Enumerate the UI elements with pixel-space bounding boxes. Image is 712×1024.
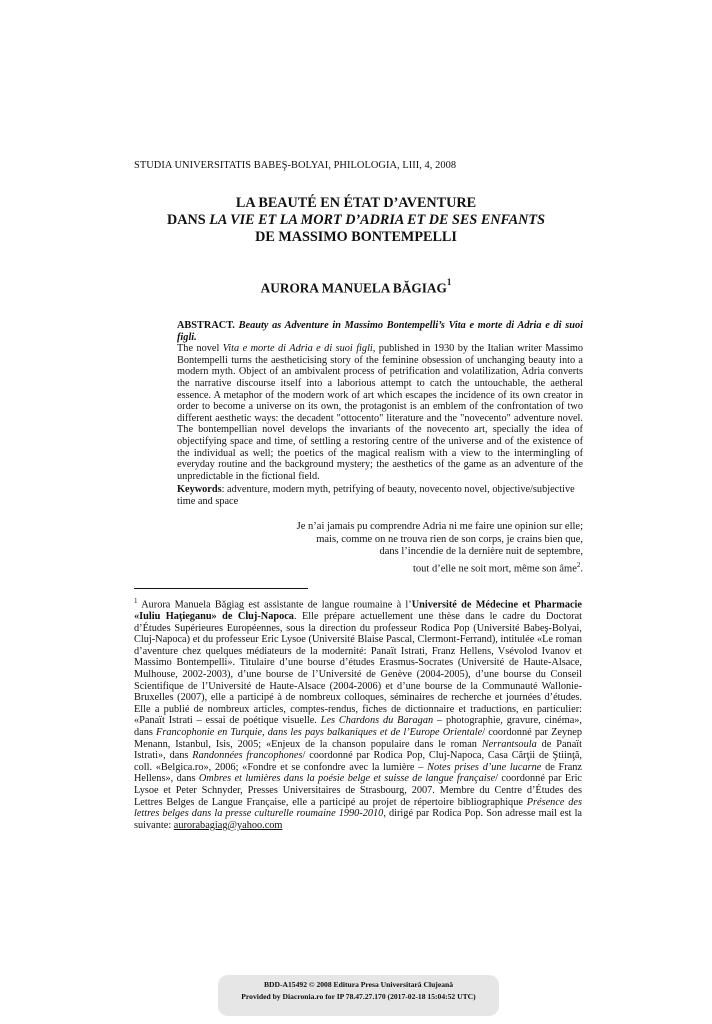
author-name xyxy=(0,279,712,296)
provenance-badge xyxy=(218,975,499,1016)
article-title-line-3: DE MASSIMO BONTEMPELLI xyxy=(255,229,457,245)
badge-line-2: Provided by Diacronia.ro for IP 78.47.27.170 (2017-02-18 15:04:52 UTC) xyxy=(241,992,476,1001)
epigraph-line-4 xyxy=(163,559,583,576)
epigraph-line-4-text: tout d’elle ne soit mort, même son âme xyxy=(412,563,577,575)
fn-italic: Notes prises d’une lucarne xyxy=(427,761,542,773)
abstract-label: ABSTRACT. xyxy=(177,320,235,331)
footnote-marker: 1 xyxy=(134,597,138,605)
fn-text: de Panaït Istrati», dans xyxy=(134,738,582,762)
epigraph-line-3: dans l’incendie de la dernière nuit de septembre, xyxy=(379,546,583,558)
fn-italic: Francophonie en Turquie, dans les pays balkaniques et de l’Europe Orientale xyxy=(156,726,483,738)
epigraph-footnote-marker[interactable]: 2 xyxy=(576,560,581,569)
article-title-line-2 xyxy=(0,212,712,229)
title-work-italic: LA VIE ET LA MORT D’ADRIA ET DE SES ENFANTS xyxy=(209,212,545,228)
epigraph xyxy=(163,521,583,576)
fn-italic: Les Chardons du Baragan xyxy=(320,715,434,727)
abstract-heading: Beauty as Adventure in Massimo Bontempelli’s Vita e morte di Adria e di suoi figli. xyxy=(177,320,583,343)
fn-text: / coordonné par Rodica Pop, Cluj-Napoca, Casa Cărţii de Ştiinţă, coll. «Belgica.ro», 2006; «Fondre et se confondre avec la lumière – xyxy=(134,750,583,773)
keywords-text: : adventure, modern myth, petrifying of beauty, novecento novel, objective/subjective time and space xyxy=(177,484,575,507)
fn-text: Aurora Manuela Băgiag est assistante de langue roumaine à l’ xyxy=(137,599,412,611)
title-prefix: DANS xyxy=(167,212,210,228)
abstract-text-b: published in 1930 by the Italian writer Massimo Bontempelli turns the aestheticising story of the feminine obsession of unchanging beauty into a modern myth. Object of an ambivalent process of petrification and volatilization, Adria converts the narrative discourse itself into a laborious attempt to catch the untouchable, the aetheral essence. A metaphor of the modern work of art which escapes the incidence of its own creator in order to become a universe on its own, the protagonist is an emblem of the confrontation of two different aesthetic ways: the decadent "ottocento" literature and the "novecento" adventure novel. The bontempellian novel develops the invariants of the novecento art, specially the idea of objectifying space and time, of settling a restoring centre of the universe and of the existence of the individual as well; the poetics of the magical realism with a view to the intermingling of everyday routine and the background mystery; the aesthetics of the game as an adventure of the unpredictable in the fictional field. xyxy=(177,343,583,482)
fn-text: – photographie, gravure, cinéma», dans xyxy=(134,715,582,738)
fn-italic: Randonnées francophones xyxy=(192,750,303,762)
fn-text: de Franz Hellens», dans xyxy=(134,761,583,785)
author-footnote-marker[interactable]: 1 xyxy=(446,277,452,287)
abstract-block xyxy=(177,320,583,482)
keywords-block xyxy=(177,484,583,507)
fn-italic: Présence des lettres belges dans la presse culturelle roumaine 1990-2010 xyxy=(134,796,582,820)
fn-italic: Ombres et lumières dans la poésie belge et suisse de langue française xyxy=(198,773,496,785)
footnote-separator xyxy=(134,588,308,589)
footnote-1 xyxy=(134,596,582,831)
fn-text: / coordonné par Eric Lysoe et Peter Schnyder, Presses Universitaires de Strasbourg, 2007. Membre du Centre d’Études des Lettres Belges de Langue Française, elle a participé au projet de répertoire bibliographique xyxy=(134,773,582,808)
epigraph-line-1: Je n’ai jamais pu comprendre Adria ni me faire une opinion sur elle; xyxy=(296,521,583,532)
article-title-line-1: LA BEAUTÉ EN ÉTAT D’AVENTURE xyxy=(235,195,477,211)
epigraph-end: . xyxy=(580,563,583,575)
journal-header: STUDIA UNIVERSITATIS BABEŞ-BOLYAI, PHILOLOGIA, LIII, 4, 2008 xyxy=(134,160,457,171)
fn-text: , dirigé par Rodica Pop. Son adresse mail est la suivante: xyxy=(134,808,582,831)
email-link[interactable]: aurorabagiag@yahoo.com xyxy=(173,819,283,831)
fn-text: . Elle prépare actuellement une thèse dans le cadre du Doctorat d’Études Supérieures Européennes, sous la direction du professeur Rodica Pop (Université Babeş-Bolyai, Cluj-Napoca) et du professeur Eric Lysoe (Université Blaise Pascal, Clermont-Ferrand), intitulée «Le roman d’aventure chez quelques médiateurs de la modernité: Panaït Istrati, Franz Hellens, Vsévolod Ivanov et Massimo Bontempelli». Titulaire d’une bourse d’études Erasmus-Socrates (Université de Haute-Alsace, Mulhouse, 2002-2003), d’une bourse de l’Université de Genève (2004-2005), d’une bourse du Conseil Scientifique de l’Université de Haute-Alsace (2004-2006) et d’une bourse de la Communauté Wallonie-Bruxelles (2007), elle a participé à de nombreux colloques, séminaires de recherche et journées d’études. Elle a publié de nombreux articles, comptes-rendus, fiches de dictionnaire et traductions, en particulier: «Panaït Istrati – essai de poétique visuelle. xyxy=(134,611,582,727)
abstract-italic-title: Vita e morte di Adria e di suoi figli, xyxy=(222,343,376,355)
badge-line-1: BDD-A15492 © 2008 Editura Presa Universitară Clujeană xyxy=(263,980,454,989)
fn-italic: Nerrantsoula xyxy=(481,738,537,750)
keywords-label: Keywords xyxy=(177,484,222,495)
fn-text: / coordonné par Zeynep Menann, Istanbul, Isis, 2005; «Enjeux de la chanson populaire dans le roman xyxy=(134,726,583,750)
epigraph-line-2: mais, comme on ne trouva rien de son corps, je crains bien que, xyxy=(316,533,583,545)
fn-institution: Université de Médecine et Pharmacie «Iuliu Haţieganu» de Cluj-Napoca xyxy=(134,599,582,623)
author-name-text: AURORA MANUELA BĂGIAG xyxy=(260,280,447,296)
abstract-text-a: The novel xyxy=(177,343,223,355)
